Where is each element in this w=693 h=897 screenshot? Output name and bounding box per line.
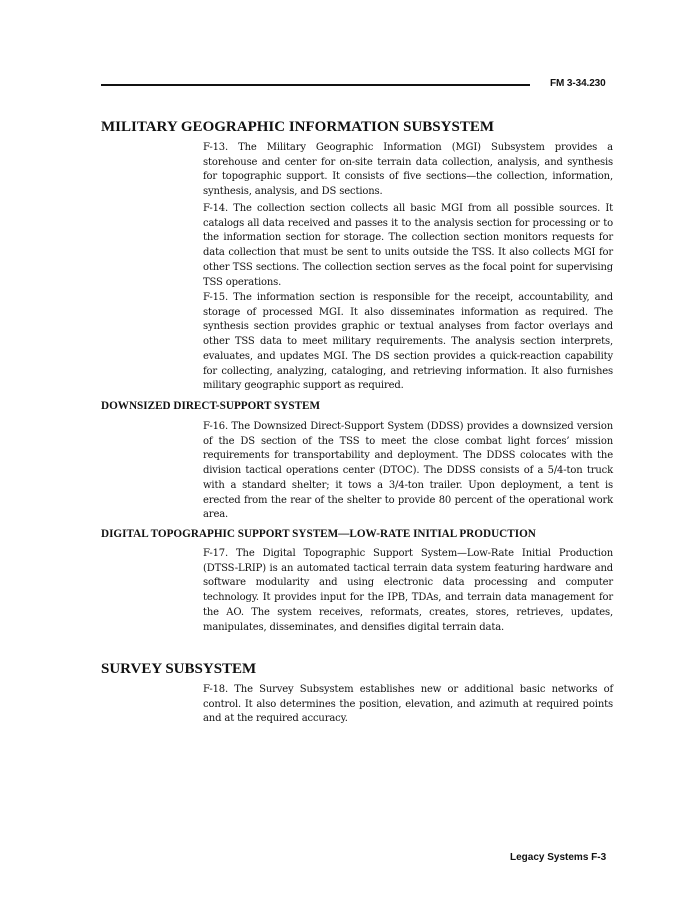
section-heading-ddss: DOWNSIZED DIRECT-SUPPORT SYSTEM	[101, 400, 321, 412]
section-heading-mgi: MILITARY GEOGRAPHIC INFORMATION SUBSYSTEM	[101, 119, 494, 135]
paragraph-f17: F-17. The Digital Topographic Support System—Low-Rate Initial Production (DTSS-LRIP) is an automated tactical terrain data system featuring hardware and software modularity and using electronic data processing and computer technology. It provides input for the IPB, TDAs, and terrain data management for the AO. The system receives, reformats, creates, stores, retrieves, updates, manipulates, disseminates, and densifies digital terrain data.	[203, 548, 613, 633]
section-heading-survey: SURVEY SUBSYSTEM	[101, 661, 257, 677]
paragraph-f16: F-16. The Downsized Direct-Support System (DDSS) provides a downsized version of the DS section of the TSS to meet the close combat light forces’ mission requirements for transportability and deployment. The DDSS colocates with the division tactical operations center (DTOC). The DDSS consists of a 5/4-ton truck with a standard shelter; it tows a 3/4-ton trailer. Upon deployment, a tent is erected from the rear of the shelter to provide 80 percent of the operational work area.	[203, 421, 613, 521]
header-rule	[101, 84, 530, 86]
page-footer: Legacy Systems F-3	[510, 852, 607, 863]
paragraph-f13: F-13. The Military Geographic Information (MGI) Subsystem provides a storehouse and center for on-site terrain data collection, analysis, and synthesis for topographic support. It consists of five sections—the collection, information, synthesis, analysis, and DS sections.	[203, 142, 613, 198]
manual-number: FM 3-34.230	[550, 78, 606, 89]
paragraph-f14: F-14. The collection section collects all basic MGI from all possible sources. It catalogs all data received and passes it to the analysis section for processing or to the information section for storage. The collection section monitors requests for data collection that must be sent to units outside the TSS. It also collects MGI for other TSS sections. The collection section serves as the focal point for supervising TSS operations.	[203, 203, 613, 288]
paragraph-f18: F-18. The Survey Subsystem establishes new or additional basic networks of control. It also determines the position, elevation, and azimuth at required points and at the required accuracy.	[203, 684, 613, 725]
paragraph-f15: F-15. The information section is responsible for the receipt, accountability, and storage of processed MGI. It also disseminates information as required. The synthesis section provides graphic or textual analyses from factor overlays and other TSS data to meet military requirements. The analysis section interprets, evaluates, and updates MGI. The DS section provides a quick-reaction capability for collecting, analyzing, cataloging, and retrieving information. It also furnishes military geographic support as required.	[203, 292, 613, 392]
section-heading-dtss: DIGITAL TOPOGRAPHIC SUPPORT SYSTEM—LOW-RATE INITIAL PRODUCTION	[101, 528, 536, 540]
